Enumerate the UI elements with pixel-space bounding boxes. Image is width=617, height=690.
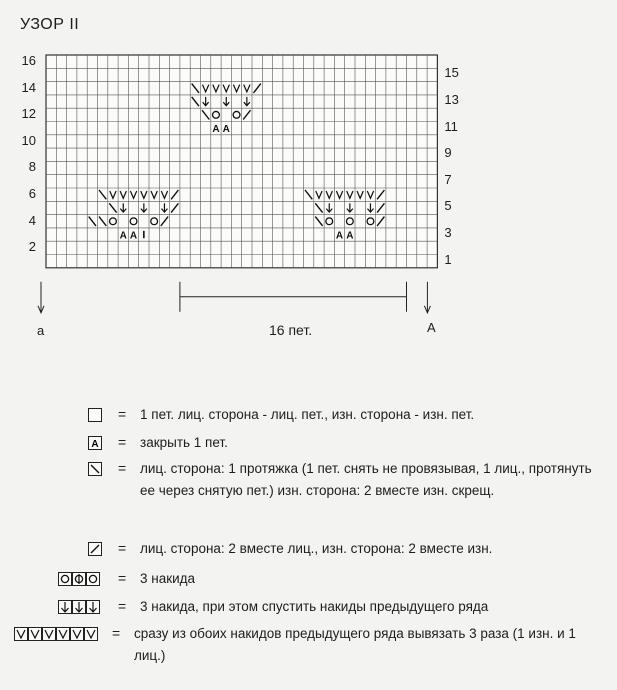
legend-symbol-six-V bbox=[14, 627, 98, 641]
legend-equals: = bbox=[118, 406, 127, 422]
row-label-left: 12 bbox=[21, 106, 36, 122]
row-label-right: 15 bbox=[444, 65, 459, 81]
legend-equals: = bbox=[118, 460, 127, 476]
legend-text: сразу из обоих накидов предыдущего ряда вывязать 3 раза (1 изн. и 1 лиц.) bbox=[134, 626, 576, 663]
legend-equals: = bbox=[112, 625, 121, 641]
legend-text: 1 пет. лиц. сторона - лиц. пет., изн. сторона - изн. пет. bbox=[140, 407, 475, 422]
legend-symbol-three-arrows bbox=[58, 600, 100, 614]
row-label-right: 1 bbox=[444, 251, 452, 267]
legend-symbol-empty bbox=[88, 408, 102, 422]
row-label-right: 13 bbox=[444, 91, 459, 107]
legend-text: лиц. сторона: 1 протяжка (1 пет. снять не провязывая, 1 лиц., протянуть ее через снятую пет.) изн. сторона: 2 вместе изн. скрещ. bbox=[140, 461, 592, 498]
legend-equals: = bbox=[118, 570, 127, 586]
legend-text: закрыть 1 пет. bbox=[140, 435, 228, 450]
legend-symbol-three-yarnovers bbox=[58, 572, 100, 586]
row-label-left: 10 bbox=[21, 132, 36, 148]
legend-text: 3 накида, при этом спустить накиды предыдущего ряда bbox=[140, 599, 489, 614]
bind-off-symbol: A bbox=[129, 230, 138, 242]
bind-off-symbol: A bbox=[335, 230, 344, 242]
row-label-left: 14 bbox=[21, 79, 36, 95]
legend-equals: = bbox=[118, 598, 127, 614]
bind-off-symbol: A bbox=[222, 124, 230, 136]
row-label-left: 4 bbox=[28, 212, 36, 228]
row-label-left: 8 bbox=[28, 159, 36, 175]
marker-left-label: а bbox=[37, 323, 45, 338]
row-label-left: 6 bbox=[28, 186, 36, 201]
marker-right-label: А bbox=[427, 320, 436, 335]
svg-text:A: A bbox=[91, 439, 99, 450]
legend-symbol-backslash-box bbox=[88, 462, 102, 476]
bind-off-symbol: A bbox=[346, 230, 354, 242]
bind-off-symbol: A bbox=[212, 124, 220, 136]
row-label-right: 5 bbox=[444, 198, 452, 214]
row-label-right: 9 bbox=[444, 145, 452, 161]
legend-symbol-A-box bbox=[88, 436, 102, 450]
legend-equals: = bbox=[118, 434, 127, 450]
row-label-right: 3 bbox=[444, 224, 452, 240]
legend-equals: = bbox=[118, 540, 127, 556]
chart-title: УЗОР II bbox=[20, 16, 80, 33]
row-label-left: 2 bbox=[28, 239, 36, 255]
row-label-right: 11 bbox=[444, 118, 458, 134]
legend-symbol-slash-box bbox=[88, 542, 102, 556]
legend-text: 3 накида bbox=[140, 571, 196, 586]
row-label-right: 7 bbox=[444, 171, 452, 187]
row-label-left: 16 bbox=[21, 53, 36, 68]
repeat-width-label: 16 пет. bbox=[269, 322, 313, 338]
legend-text: лиц. сторона: 2 вместе лиц., изн. сторона: 2 вместе изн. bbox=[140, 541, 493, 556]
bind-off-symbol: A bbox=[119, 230, 127, 242]
